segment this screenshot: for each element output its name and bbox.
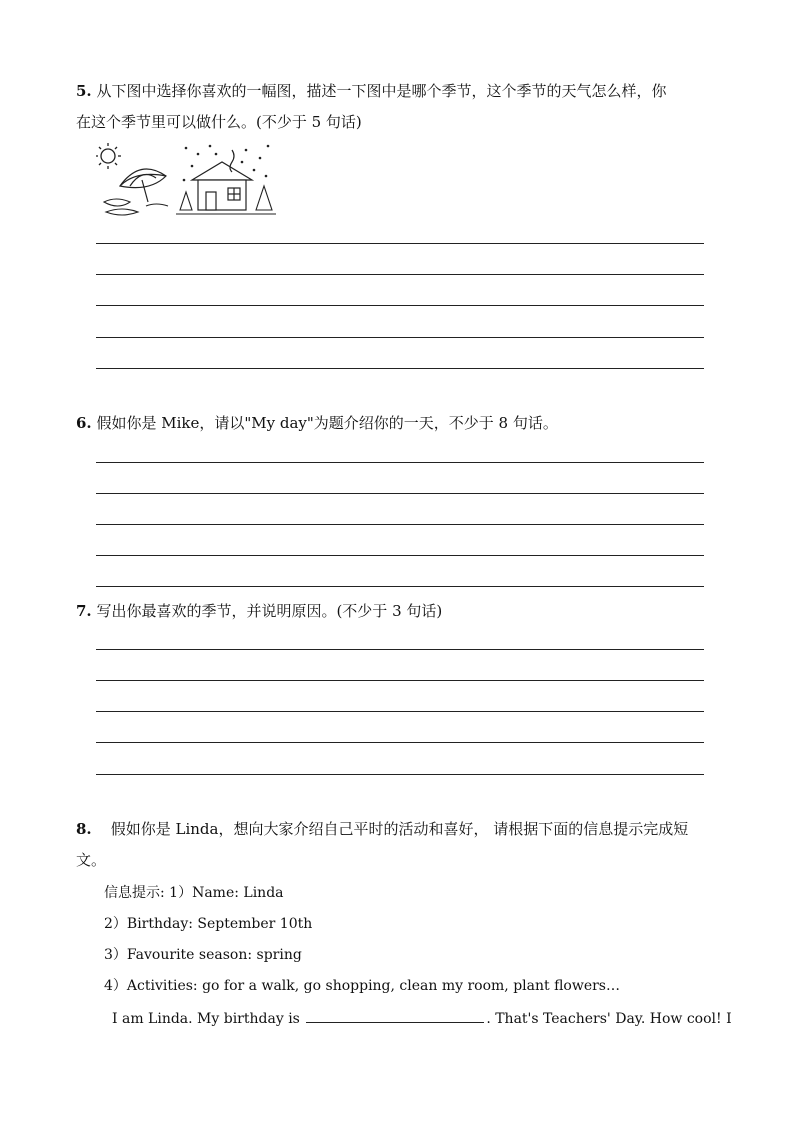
- sun-icon: [96, 143, 121, 169]
- writing-line[interactable]: [96, 368, 704, 369]
- question-8-text-2: 文。: [76, 851, 107, 869]
- writing-line[interactable]: [96, 742, 704, 743]
- beach-umbrella-icon: [120, 169, 166, 202]
- question-5-line-1: [76, 76, 716, 107]
- info-hint-4: 4）Activities: go for a walk, go shopping, clean my room, plant flowers…: [104, 978, 620, 994]
- snow-house-icon: [192, 150, 252, 210]
- question-6-number: 6.: [76, 414, 92, 432]
- passage-start: I am Linda. My birthday is: [112, 1011, 300, 1027]
- question-7-text: 写出你最喜欢的季节，并说明原因。(不少于 3 句话): [96, 602, 443, 620]
- passage-line: [112, 1008, 732, 1030]
- birthday-blank[interactable]: [306, 1008, 484, 1023]
- writing-line[interactable]: [96, 493, 704, 494]
- writing-line[interactable]: [96, 462, 704, 463]
- info-hint-3: 3）Favourite season: spring: [104, 947, 302, 963]
- question-6-text: 假如你是 Mike，请以"My day"为题介绍你的一天，不少于 8 句话。: [96, 414, 558, 432]
- writing-line[interactable]: [96, 305, 704, 306]
- writing-line[interactable]: [96, 586, 704, 587]
- writing-line[interactable]: [96, 711, 704, 712]
- question-7: [76, 596, 716, 627]
- question-8-text-1: 假如你是 Linda，想向大家介绍自己平时的活动和喜好， 请根据下面的信息提示完成短: [110, 820, 689, 838]
- writing-line[interactable]: [96, 337, 704, 338]
- question-5-text-1: 从下图中选择你喜欢的一幅图，描述一下图中是哪个季节，这个季节的天气怎么样，你: [96, 82, 667, 100]
- info-hint-2: 2）Birthday: September 10th: [104, 916, 313, 932]
- question-5-line-2: 在这个季节里可以做什么。(不少于 5 句话): [76, 113, 362, 131]
- writing-line[interactable]: [96, 243, 704, 244]
- question-5-number: 5.: [76, 82, 92, 100]
- question-8-number: 8.: [76, 820, 92, 838]
- writing-line[interactable]: [96, 680, 704, 681]
- question-8: [76, 814, 716, 876]
- writing-line[interactable]: [96, 774, 704, 775]
- question-6: [76, 408, 716, 439]
- writing-line[interactable]: [96, 649, 704, 650]
- info-hint-1: 信息提示: 1）Name: Linda: [104, 885, 284, 901]
- passage-end: . That's Teachers' Day. How cool! I: [486, 1011, 732, 1027]
- question-7-number: 7.: [76, 602, 92, 620]
- question-5: [76, 76, 716, 138]
- writing-line[interactable]: [96, 274, 704, 275]
- beach-towel-icon: [104, 199, 168, 215]
- writing-line[interactable]: [96, 555, 704, 556]
- writing-line[interactable]: [96, 524, 704, 525]
- seasons-picture: [96, 140, 276, 222]
